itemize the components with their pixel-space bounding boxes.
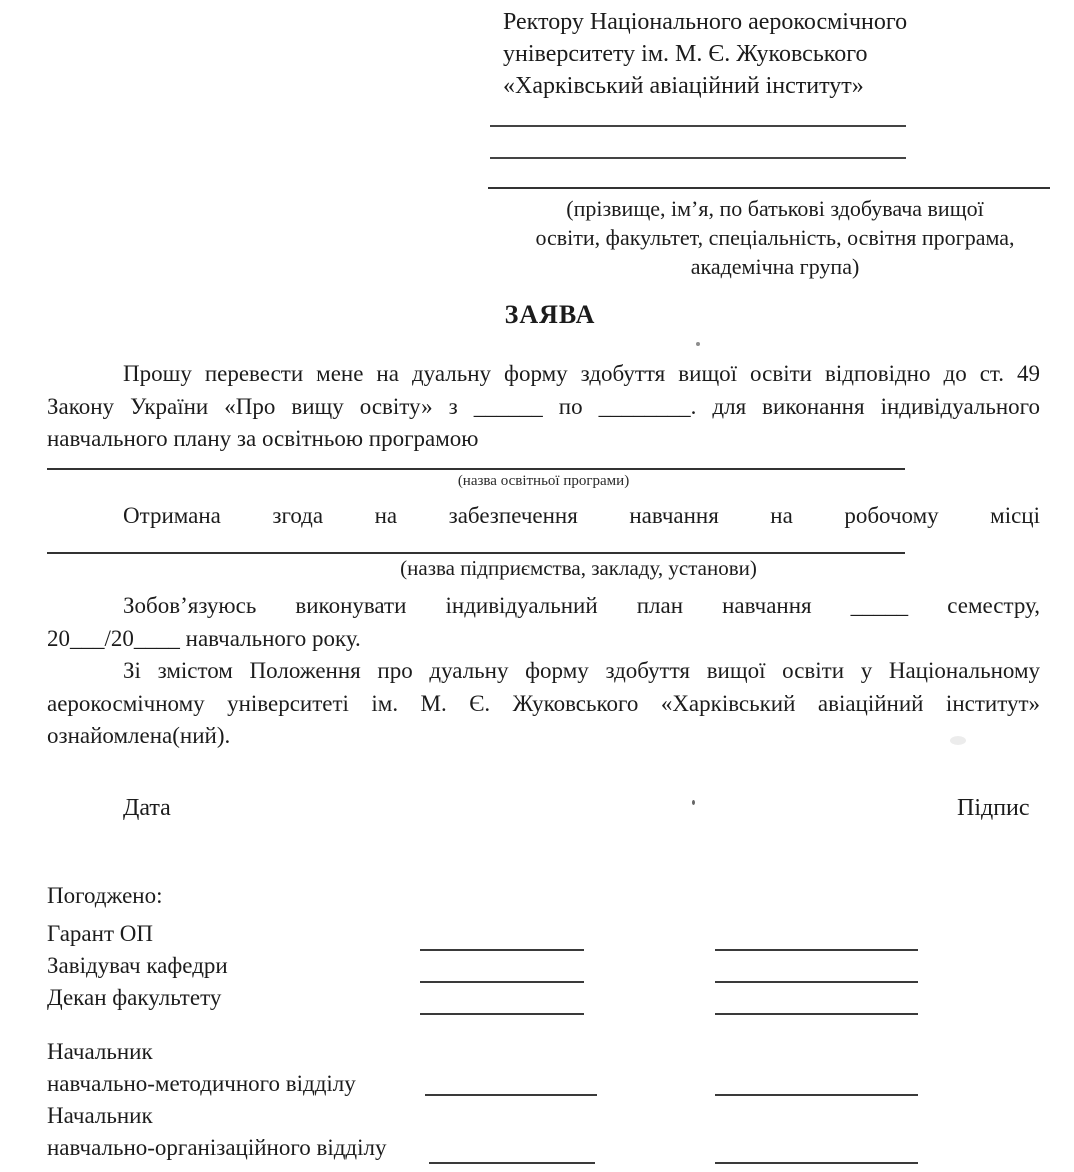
approval-role-label: Начальник: [47, 1039, 153, 1064]
document-title: ЗАЯВА: [504, 300, 596, 329]
name-blank-line: [715, 1094, 918, 1096]
signature-blank-line: [425, 1094, 597, 1096]
body-text: [47, 358, 1040, 753]
familiarized-line: ознайомлена(ний).: [47, 723, 231, 748]
enterprise-name-line: [47, 532, 905, 554]
signature-label: Підпис: [957, 795, 1030, 821]
obligation-line: 20___/20____ навчального року.: [47, 625, 361, 651]
approval-row: [47, 1100, 1040, 1164]
approval-row: [47, 953, 1040, 985]
signature-blank-line: [429, 1162, 595, 1164]
blank-line: [490, 143, 906, 159]
familiarized-line: Зі змістом Положення про дуальну форму здобуття вищої освіти у Національному: [123, 658, 1040, 683]
blank-line: [488, 173, 1050, 189]
applicant-caption: [486, 194, 1064, 281]
program-name-caption: (назва освітньої програми): [457, 472, 630, 489]
addressee-line: «Харківський авіаційний інститут»: [503, 73, 864, 99]
program-name-line: [47, 456, 905, 470]
consent-line: Отримана згода на забезпечення навчання на робочому місці: [123, 502, 1040, 528]
name-blank-line: [715, 981, 918, 983]
approval-row: [47, 1036, 1040, 1100]
name-blank-line: [715, 1162, 918, 1164]
approval-role-label: Начальник: [47, 1103, 153, 1128]
signature-blank-line: [420, 981, 584, 983]
approval-role-label: Завідувач кафедри: [47, 953, 228, 978]
date-label: Дата: [123, 795, 171, 821]
caption-line: академічна група): [690, 254, 860, 279]
enterprise-caption: (назва підприємства, закладу, установи): [400, 556, 757, 580]
blank-line: [490, 111, 906, 127]
approval-row: [47, 921, 1040, 953]
familiarized-line: аерокосмічному університеті ім. М. Є. Жуковського «Харківський авіаційний інститут»: [47, 690, 1040, 716]
addressee-line: університету ім. М. Є. Жуковського: [503, 41, 868, 67]
approval-row: [47, 985, 1040, 1017]
approvals-rows-departments: [47, 1036, 1040, 1164]
approvals-rows: [47, 921, 1040, 1017]
addressee-line: Ректору Національного аерокосмічного: [503, 9, 908, 35]
signature-blank-line: [420, 1013, 584, 1015]
approval-role-label: Гарант ОП: [47, 921, 153, 946]
paragraph-line: Закону України «Про вищу освіту» з ______ по ________. для виконання індивідуального: [47, 393, 1040, 419]
signature-blank-line: [420, 949, 584, 951]
name-blank-line: [715, 1013, 918, 1015]
caption-line: освіти, факультет, спеціальність, освітня програма,: [535, 225, 1015, 250]
paragraph-line: Прошу перевести мене на дуальну форму здобуття вищої освіти відповідно до ст. 49: [123, 361, 1040, 386]
caption-line: (прізвище, ім’я, по батькові здобувача вищої: [566, 196, 984, 221]
scan-artifact-dot: [696, 342, 700, 346]
approvals-heading: Погоджено:: [47, 883, 163, 908]
paragraph-line: навчального плану за освітньою програмою: [47, 426, 479, 451]
addressee-block: [503, 6, 973, 102]
approval-role-label: навчально-організаційного відділу: [47, 1135, 387, 1160]
scan-artifact-dot: [692, 800, 695, 805]
approval-role-label: Декан факультету: [47, 985, 222, 1010]
obligation-line: Зобов’язуюсь виконувати індивідуальний план навчання _____ семестру,: [123, 593, 1040, 618]
approval-role-label: навчально-методичного відділу: [47, 1071, 356, 1096]
name-blank-line: [715, 949, 918, 951]
